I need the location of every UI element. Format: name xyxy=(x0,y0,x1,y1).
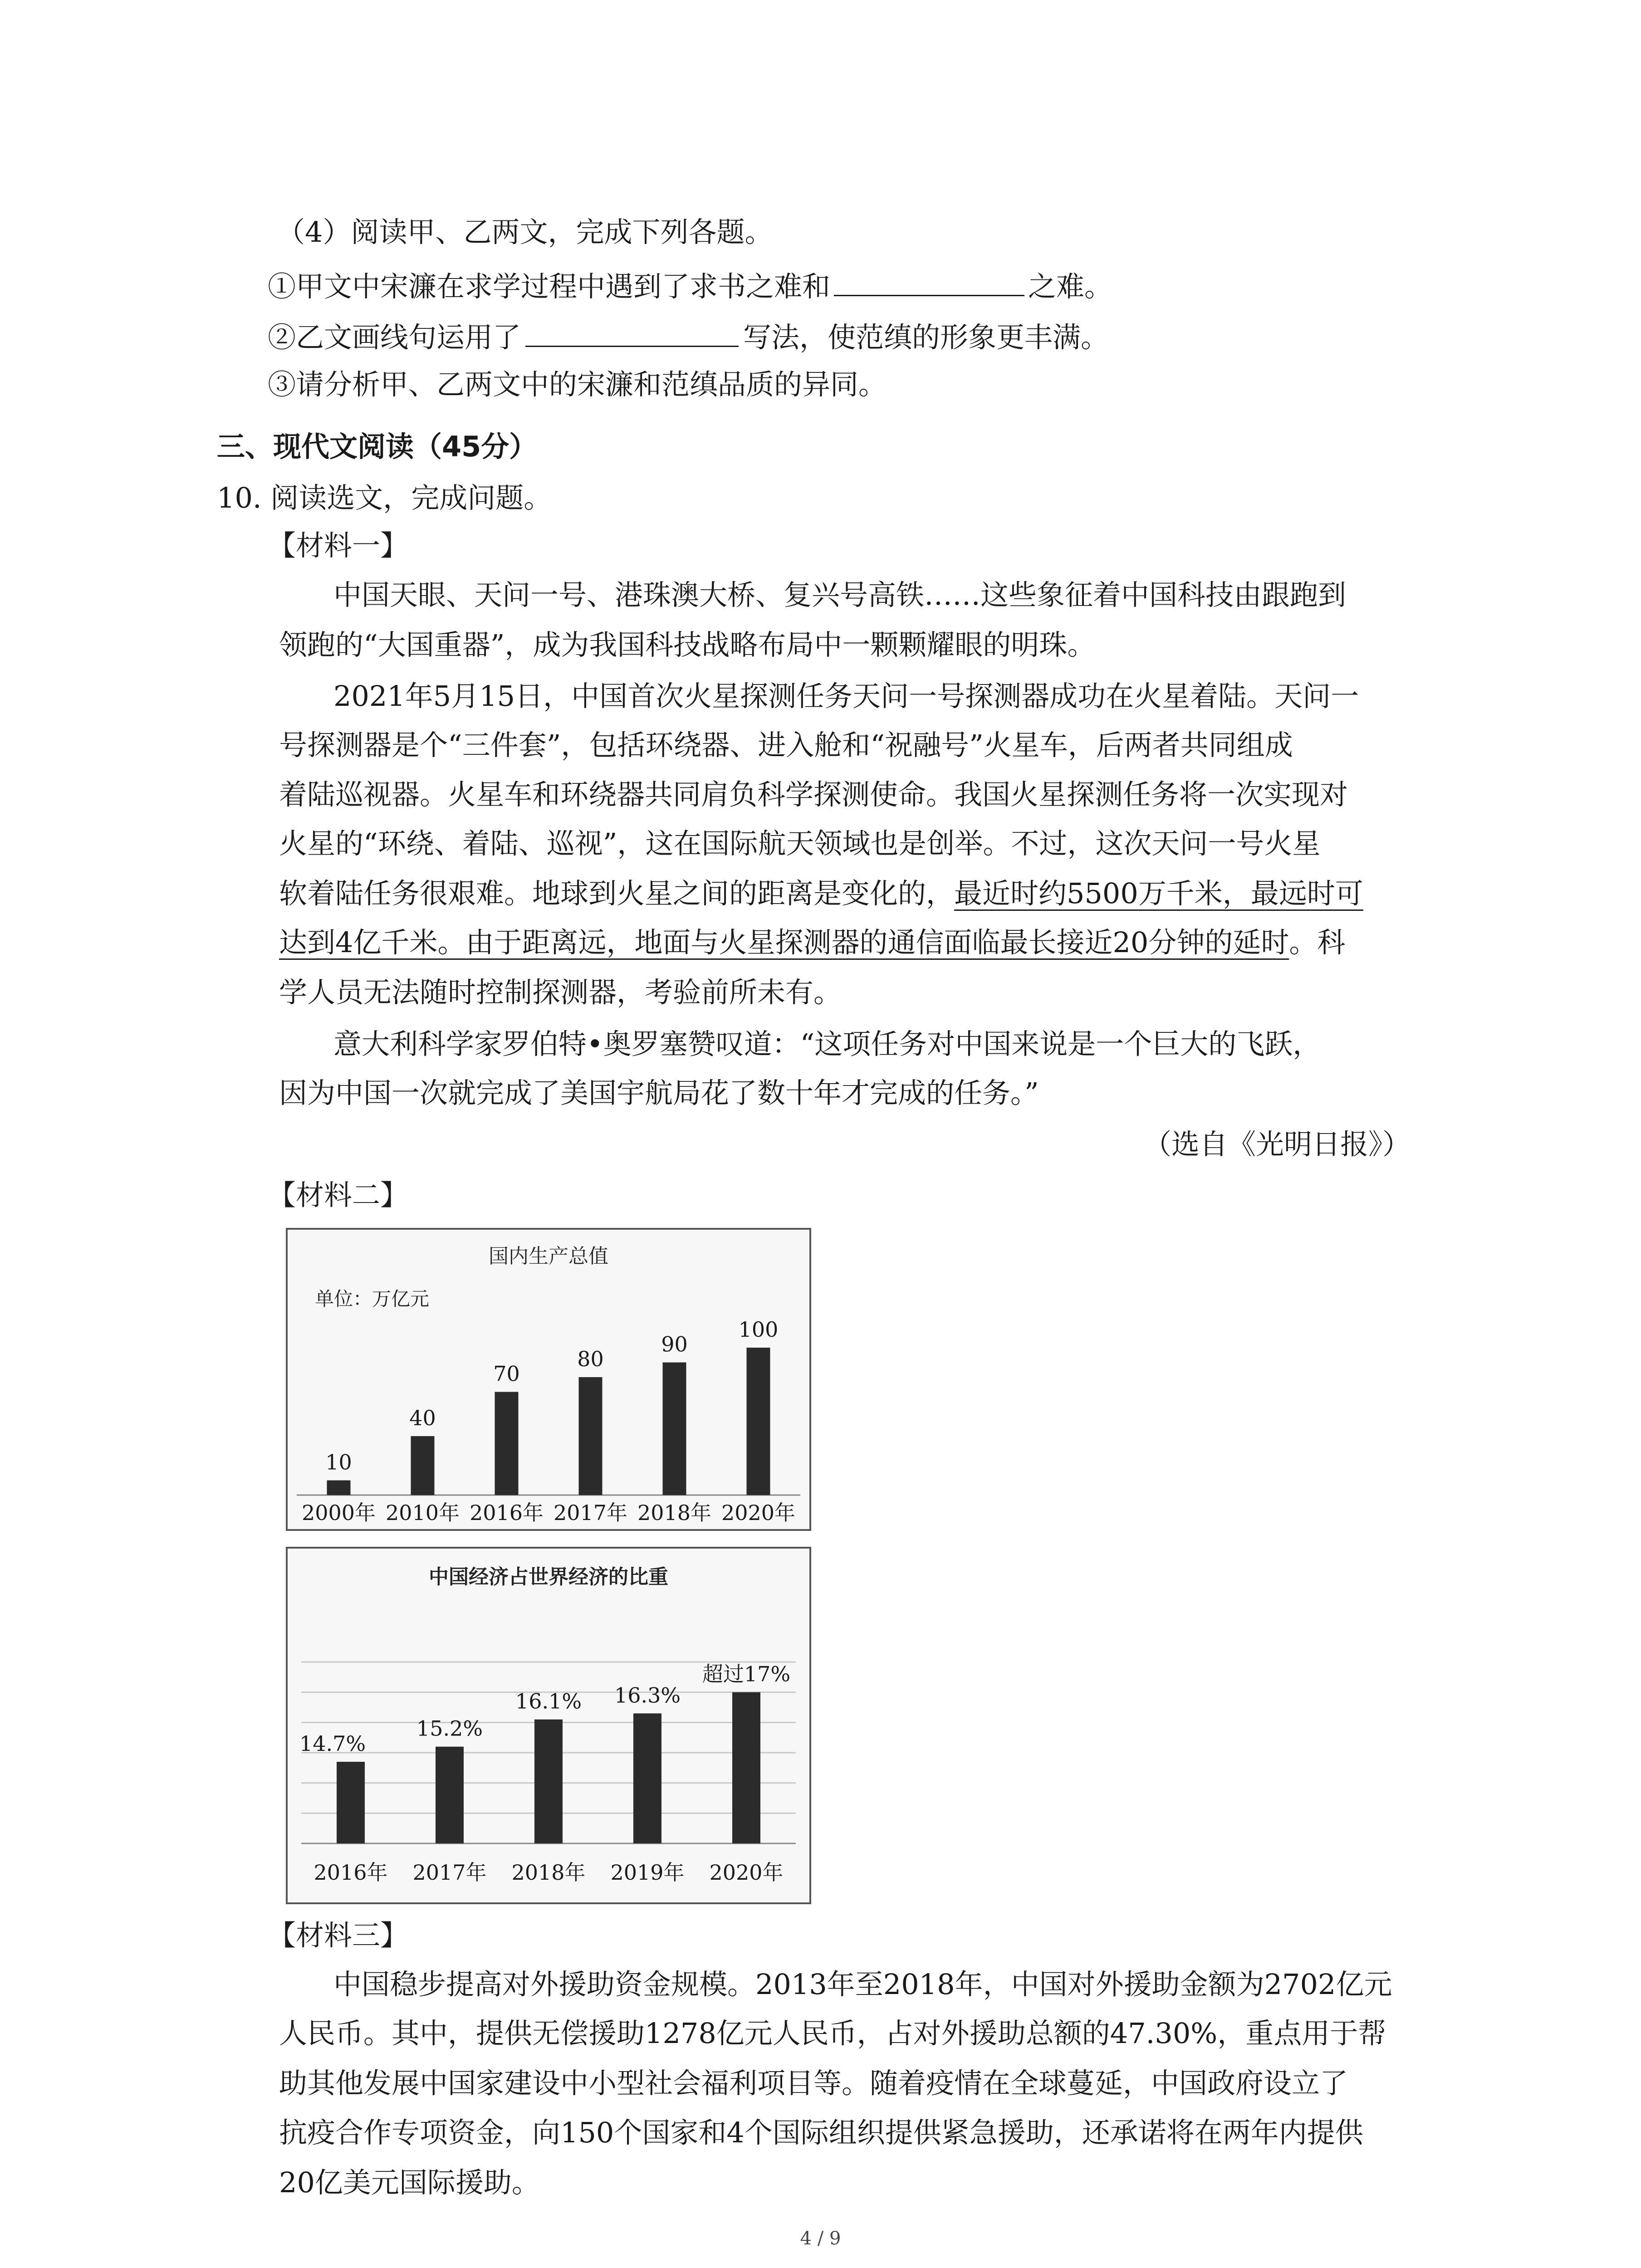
underlined-sentence: 达到4亿千米。由于距离远，地面与火星探测器的通信面临最长接近20分钟的延时 xyxy=(279,926,1289,959)
q4-item-2 xyxy=(268,318,1109,356)
x-tick-label: 2019年 xyxy=(610,1860,685,1885)
x-tick-label: 2018年 xyxy=(511,1860,586,1885)
bar-2017年 xyxy=(436,1747,464,1843)
data-label: 16.3% xyxy=(614,1683,681,1708)
bar-2020年 xyxy=(732,1692,760,1843)
material-2-label: 【材料二】 xyxy=(268,1178,409,1212)
bar-2018年 xyxy=(663,1363,686,1496)
data-label: 超过17% xyxy=(702,1662,791,1686)
q4-item-1-text-after: 之难。 xyxy=(1028,270,1113,303)
material-1-paragraph-3-line-2: 因为中国一次就完成了美国宇航局花了数十年才完成的任务。” xyxy=(279,1076,1039,1110)
line-text: 软着陆任务很艰难。地球到火星之间的距离是变化的， xyxy=(279,877,955,910)
world-share-chart-title: 中国经济占世界经济的比重 xyxy=(429,1565,668,1589)
bar-2020年 xyxy=(747,1348,770,1495)
material-1-paragraph-2-line-2: 号探测器是个“三件套”，包括环绕器、进入舱和“祝融号”火星车，后两者共同组成 xyxy=(279,728,1293,762)
world-share-chart-plot xyxy=(288,1549,809,1902)
material-3-label: 【材料三】 xyxy=(268,1919,409,1952)
material-3-line-1: 中国稳步提高对外援助资金规模。2013年至2018年，中国对外援助金额为2702亿元 xyxy=(333,1968,1392,2001)
material-3-line-4: 抗疫合作专项资金，向150个国家和4个国际组织提供紧急援助，还承诺将在两年内提供 xyxy=(279,2116,1363,2149)
answer-blank-1[interactable] xyxy=(834,267,1024,296)
material-3-line-2: 人民币。其中，提供无偿援助1278亿元人民币，占对外援助总额的47.30%，重点用于帮 xyxy=(279,2017,1386,2050)
x-tick-label: 2016年 xyxy=(314,1860,388,1885)
material-1-paragraph-1-line-1: 中国天眼、天问一号、港珠澳大桥、复兴号高铁……这些象征着中国科技由跟跑到 xyxy=(333,578,1347,611)
line-text: 。科 xyxy=(1289,926,1346,959)
bar-2016年 xyxy=(337,1762,365,1843)
gdp-chart xyxy=(286,1228,811,1531)
section-heading: 三、现代文阅读（45分） xyxy=(217,430,538,463)
answer-blank-2[interactable] xyxy=(525,318,739,347)
q4-item-3: ③请分析甲、乙两文中的宋濂和范缜品质的异同。 xyxy=(268,368,887,401)
material-3-line-3: 助其他发展中国家建设中小型社会福利项目等。随着疫情在全球蔓延，中国政府设立了 xyxy=(279,2067,1348,2100)
data-label: 90 xyxy=(661,1332,688,1357)
x-tick-label: 2017年 xyxy=(412,1860,487,1885)
q10-prompt: 10. 阅读选文，完成问题。 xyxy=(217,481,552,514)
bar-2010年 xyxy=(411,1436,435,1495)
data-label: 10 xyxy=(325,1450,352,1475)
x-tick-label: 2010年 xyxy=(385,1501,460,1525)
x-tick-label: 2020年 xyxy=(721,1501,796,1525)
material-1-label: 【材料一】 xyxy=(268,529,409,562)
material-1-paragraph-2-line-5 xyxy=(279,875,1363,912)
material-1-paragraph-2-line-6 xyxy=(279,924,1345,961)
gdp-chart-title: 国内生产总值 xyxy=(489,1245,608,1268)
material-1-paragraph-3-line-1: 意大利科学家罗伯特•奥罗塞赞叹道：“这项任务对中国来说是一个巨大的飞跃， xyxy=(333,1027,1321,1061)
x-tick-label: 2018年 xyxy=(637,1501,712,1525)
material-1-paragraph-2-line-7: 学人员无法随时控制探测器，考验前所未有。 xyxy=(279,976,842,1009)
q4-intro: （4）阅读甲、乙两文，完成下列各题。 xyxy=(277,215,773,249)
data-label: 15.2% xyxy=(416,1716,483,1741)
material-1-paragraph-2-line-1: 2021年5月15日，中国首次火星探测任务天问一号探测器成功在火星着陆。天问一 xyxy=(333,679,1359,713)
page-number: 4 / 9 xyxy=(800,2228,841,2249)
underlined-sentence: 最近时约5500万千米，最远时可 xyxy=(954,877,1363,910)
gdp-chart-unit: 单位：万亿元 xyxy=(315,1288,430,1310)
q4-item-2-text: ②乙文画线句运用了 xyxy=(268,321,521,354)
material-1-paragraph-2-line-3: 着陆巡视器。火星车和环绕器共同肩负科学探测使命。我国火星探测任务将一次实现对 xyxy=(279,778,1348,811)
q4-item-2-text-after: 写法，使范缜的形象更丰满。 xyxy=(743,321,1109,354)
x-tick-label: 2017年 xyxy=(553,1501,628,1525)
gdp-chart-plot xyxy=(288,1230,809,1529)
q4-item-1-text: ①甲文中宋濂在求学过程中遇到了求书之难和 xyxy=(268,270,831,303)
bar-2018年 xyxy=(534,1720,563,1843)
data-label: 16.1% xyxy=(515,1689,582,1714)
world-share-chart xyxy=(286,1547,811,1904)
data-label: 80 xyxy=(577,1347,604,1371)
data-label: 100 xyxy=(738,1317,779,1342)
x-tick-label: 2000年 xyxy=(301,1501,376,1525)
material-1-paragraph-1-line-2: 领跑的“大国重器”，成为我国科技战略布局中一颗颗耀眼的明珠。 xyxy=(279,628,1096,661)
q4-item-1 xyxy=(268,267,1112,305)
bar-2000年 xyxy=(327,1481,351,1496)
data-label: 70 xyxy=(493,1361,520,1386)
material-1-paragraph-2-line-4: 火星的“环绕、着陆、巡视”，这在国际航天领域也是创举。不过，这次天问一号火星 xyxy=(279,827,1321,860)
x-tick-label: 2020年 xyxy=(709,1860,784,1885)
data-label: 40 xyxy=(409,1406,436,1430)
material-3-line-5: 20亿美元国际援助。 xyxy=(279,2166,540,2199)
data-label: 14.7% xyxy=(299,1731,366,1756)
bar-2019年 xyxy=(633,1713,661,1843)
bar-2016年 xyxy=(495,1392,519,1496)
material-1-source: （选自《光明日报》） xyxy=(1143,1128,1411,1161)
bar-2017年 xyxy=(579,1377,603,1495)
x-tick-label: 2016年 xyxy=(469,1501,544,1525)
